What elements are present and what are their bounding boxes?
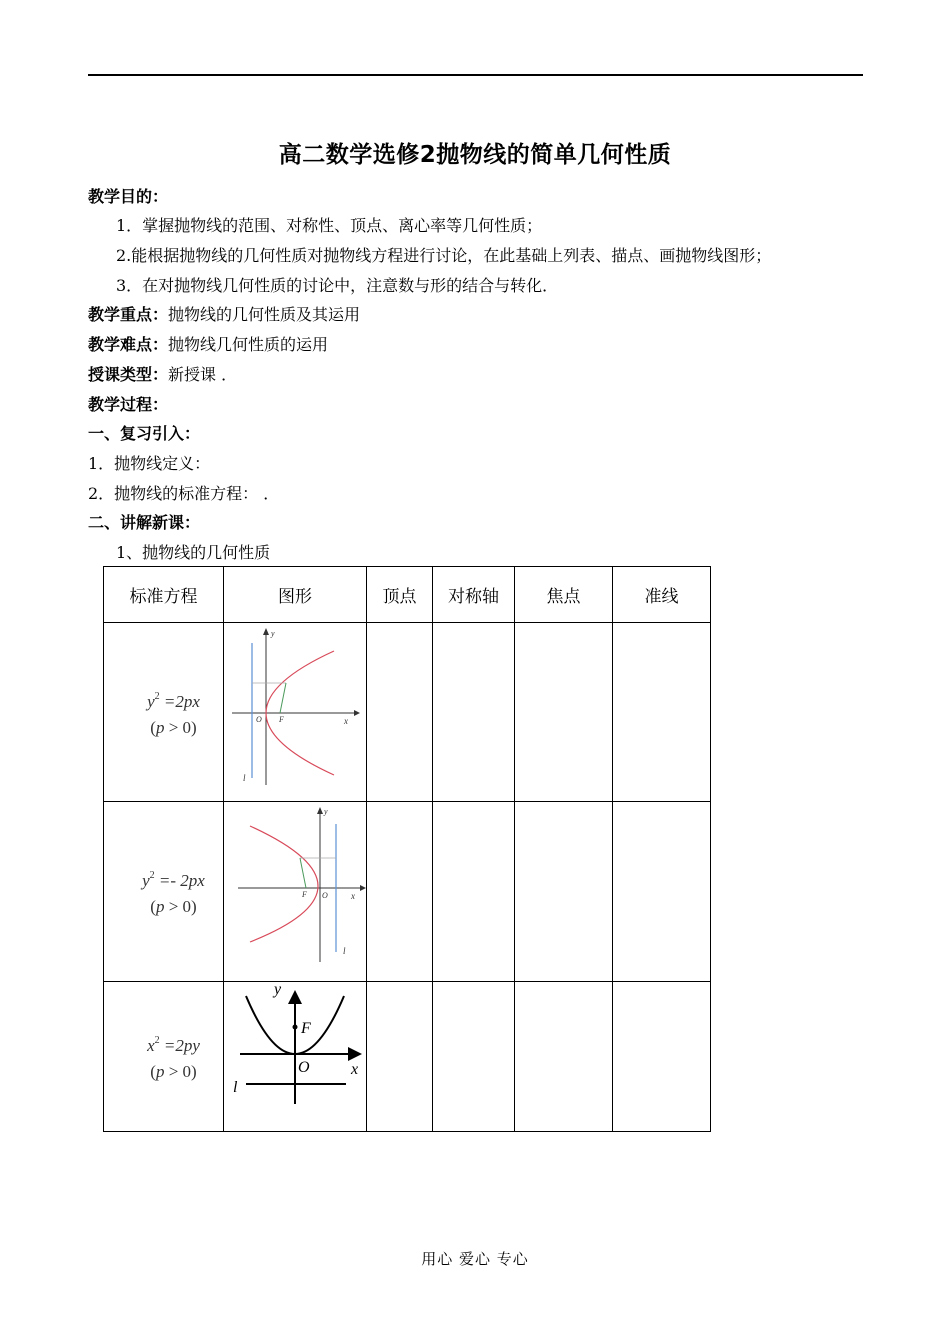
parabola-up-graph (224, 982, 366, 1131)
focal-radius-line (280, 683, 286, 713)
header-graph: 图形 (224, 567, 367, 623)
x-axis-label: x (351, 891, 355, 901)
section2-sub: 1、抛物线的几何性质 (116, 543, 271, 562)
equation-cell (104, 623, 224, 802)
process-heading: 教学过程： (88, 395, 169, 414)
focus-label: F (302, 890, 307, 899)
section1-heading: 一、复习引入： (88, 424, 201, 443)
equation: $y^2 =- 2px$ (142, 870, 205, 890)
table-row (104, 802, 711, 982)
graph-cell (224, 982, 367, 1132)
vertex-cell (367, 802, 433, 982)
axis-cell (433, 623, 515, 802)
y-axis-label: y (274, 982, 282, 998)
parabola-right-graph (224, 623, 366, 801)
header-standard-equation: 标准方程 (104, 567, 224, 623)
directrix-cell (613, 802, 711, 982)
vertex-cell (367, 623, 433, 802)
table-row (104, 982, 711, 1132)
graph-cell (224, 802, 367, 982)
graph-cell (224, 623, 367, 802)
difficulty (88, 335, 328, 355)
focus-label: F (279, 715, 284, 724)
lesson-type-label: 授课类型： (88, 365, 169, 384)
focus-label: F (301, 1020, 311, 1037)
lesson-type-text: 新授课 ． (168, 365, 238, 384)
difficulty-text: 抛物线几何性质的运用 (168, 335, 329, 354)
x-axis-arrow (354, 710, 360, 716)
y-axis-arrow (317, 807, 323, 814)
properties-table (103, 566, 711, 1132)
directrix-cell (613, 623, 711, 802)
x-axis-label: x (344, 716, 348, 726)
equation-condition: (p > 0) (150, 717, 197, 737)
origin-label: O (322, 891, 328, 900)
table-header-row (104, 567, 711, 623)
header-directrix: 准线 (613, 567, 711, 623)
key-point-label: 教学重点： (88, 305, 169, 324)
goal-item-2: 2.能根据抛物线的几何性质对抛物线方程进行讨论，在此基础上列表、描点、画抛物线图形； (116, 246, 772, 265)
focal-radius-line (300, 858, 306, 888)
equation-condition: (p > 0) (150, 1062, 197, 1081)
goal-item-1: 1．掌握抛物线的范围、对称性、顶点、离心率等几何性质； (116, 216, 543, 235)
header-vertex: 顶点 (367, 567, 433, 623)
key-point-text: 抛物线的几何性质及其运用 (168, 305, 361, 324)
header-focus: 焦点 (515, 567, 613, 623)
focus-point (293, 1025, 298, 1030)
equation: $x^2 =2py$ (147, 1035, 200, 1055)
lesson-type (88, 365, 237, 385)
equation: $y^2 =2px$ (147, 690, 200, 711)
x-axis-label: x (351, 1061, 359, 1078)
page-footer: 用心 爱心 专心 (421, 1250, 529, 1268)
equation-cell (104, 982, 224, 1132)
focus-cell (515, 623, 613, 802)
key-point (88, 305, 360, 325)
directrix-label: l (243, 773, 246, 783)
parabola-curve (250, 826, 318, 942)
header-axis-of-symmetry: 对称轴 (433, 567, 515, 623)
equation-cell (104, 802, 224, 982)
vertex-cell (367, 982, 433, 1132)
table-row (104, 623, 711, 802)
section1-item-2: 2．抛物线的标准方程： ． (88, 484, 280, 503)
origin-label: O (298, 1059, 310, 1076)
y-axis-label: y (324, 807, 328, 816)
header-rule (88, 74, 863, 76)
x-axis-arrow (360, 885, 366, 891)
difficulty-label: 教学难点： (88, 335, 169, 354)
directrix-cell (613, 982, 711, 1132)
focus-cell (515, 802, 613, 982)
page-title: 高二数学选修2抛物线的简单几何性质 (278, 142, 672, 168)
y-axis-label: y (271, 629, 275, 638)
parabola-left-graph (224, 802, 366, 981)
origin-label: O (256, 715, 262, 724)
focus-cell (515, 982, 613, 1132)
section2-heading: 二、讲解新课： (88, 513, 201, 532)
y-axis-arrow (263, 628, 269, 635)
axis-cell (433, 982, 515, 1132)
equation-condition: (p > 0) (150, 897, 197, 916)
section1-item-1: 1．抛物线定义： (88, 454, 211, 473)
goal-item-3: 3．在对抛物线几何性质的讨论中，注意数与形的结合与转化． (116, 276, 559, 295)
goals-heading: 教学目的： (88, 187, 169, 206)
axis-cell (433, 802, 515, 982)
directrix-label: l (233, 1079, 238, 1096)
directrix-label: l (343, 946, 346, 956)
